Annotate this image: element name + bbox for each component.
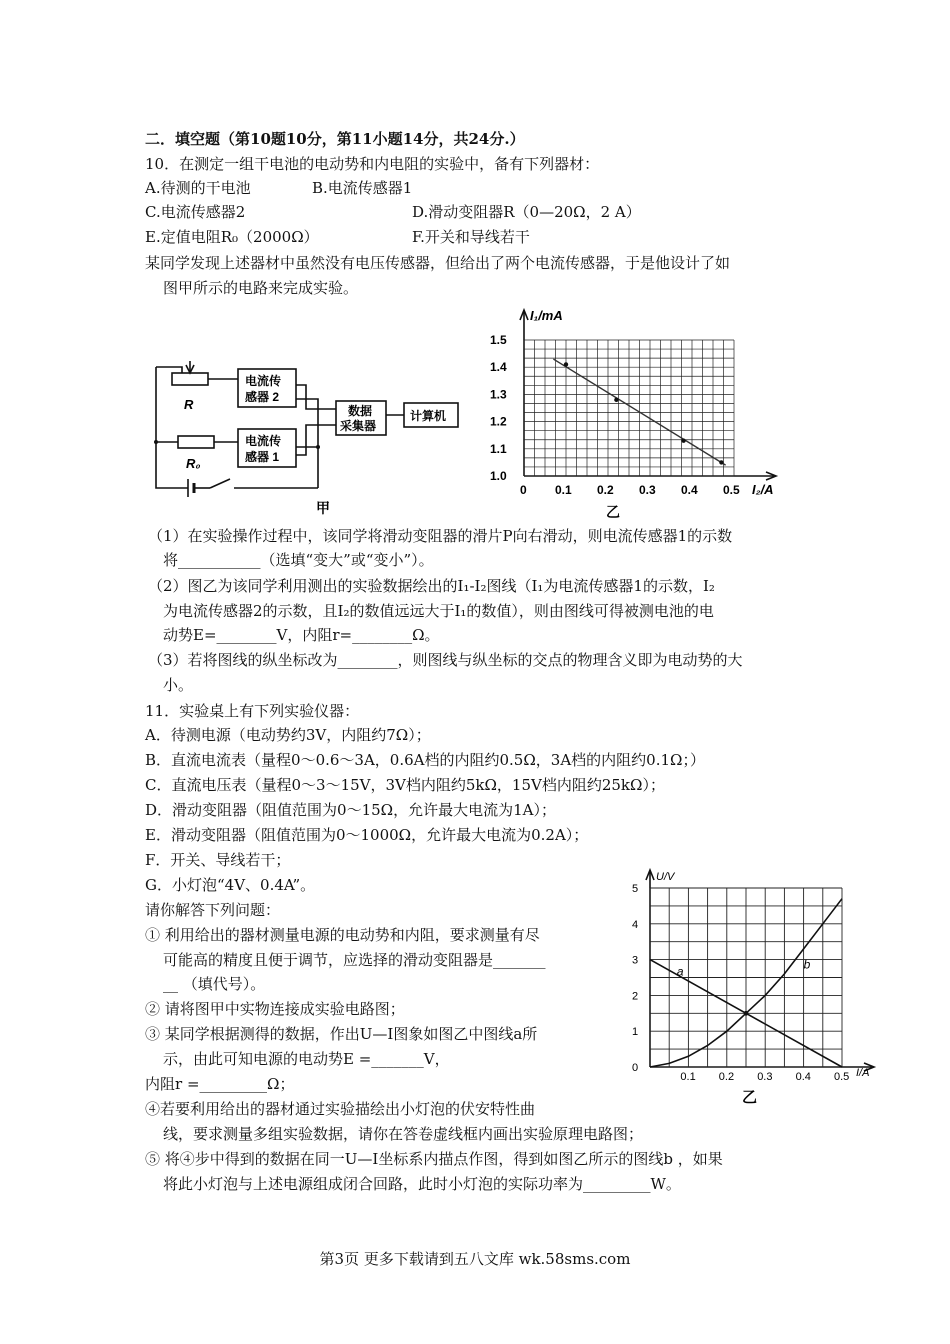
chart1-x-tick-label: 0.2 [597,483,614,497]
chart2-y-tick-label: 1 [632,1026,639,1039]
chart2-y-label: U/V [656,871,675,883]
q10-part3-line1: （3）若将图线的纵坐标改为________，则图线与纵坐标的交点的物理含义即为电动势的大 [148,651,743,669]
chart2-y-tick-label: 2 [632,990,639,1003]
sensor-2-label-line1: 电流传 [245,374,282,388]
chart2-x-label: I/A [856,1067,870,1079]
chart1-data-point [681,438,685,442]
q11-step3-line2: 示，由此可知电源的电动势E =_______V， [163,1050,450,1068]
q11-item-d: D．滑动变阻器（阻值范围为0～15Ω，允许最大电流为1A）； [145,801,556,819]
section-title: 二．填空题（第10题10分，第11小题14分，共24分.） [145,130,525,148]
q10-intro-line2: 图甲所示的电路来完成实验。 [163,279,359,297]
q11-step1-line3: __ （填代号）。 [163,975,266,993]
chart2-y-tick-label: 0 [632,1062,639,1074]
chart2-x-tick-label: 0.5 [834,1071,850,1083]
chart1-x-tick-label: 0.3 [639,483,656,497]
chart2-intersection-point [744,1011,749,1016]
q11-stem: 11．实验桌上有下列实验仪器： [145,702,360,720]
chart1-y-tick-label: 1.1 [490,441,507,456]
q10-part3-line2: 小。 [163,676,194,694]
circuit-diagram-jia [148,355,468,520]
chart1-y-tick-label: 1.0 [490,469,507,483]
rheostat-r [172,373,208,385]
chart2-series-label-b: b [803,957,811,972]
chart2-x-tick-label: 0.2 [718,1071,735,1083]
figure-jia-caption: 甲 [316,500,330,516]
q10-option-c: C.电流传感器2 [145,203,246,221]
q10-part2-line2: 为电流传感器2的示数，且I₂的数值远远大于I₁的数值），则由图线可得被测电池的电 [163,602,714,620]
resistor-r0 [178,436,214,448]
q11-step3-line3: 内阻r =_________Ω； [145,1075,295,1093]
q10-part2-line3: 动势E=________V，内阻r=________Ω。 [163,626,440,644]
q10-part2-line1: （2）图乙为该同学利用测出的实验数据绘出的I₁-I₂图线（I₁为电流传感器1的示数，I₂ [148,577,715,595]
chart1-y-tick-label: 1.3 [490,387,507,402]
q10-option-b: B.电流传感器1 [312,179,413,197]
chart2-y-tick-label: 3 [632,954,639,967]
chart1-x-tick-label: 0 [520,483,527,497]
chart1-x-label: I₂/A [752,482,774,497]
chart1-y-tick-label: 1.5 [490,333,507,347]
q11-item-b: B．直流电流表（量程0～0.6～3A，0.6A档的内阻约0.5Ω，3A档的内阻约0.1Ω；） [145,751,705,769]
chart2-y-tick-label: 5 [632,883,639,895]
q11-step2: ② 请将图甲中实物连接成实验电路图； [145,1000,405,1018]
chart1-data-point [614,398,618,402]
computer-label: 计算机 [410,409,447,423]
q11-item-a: A．待测电源（电动势约3V，内阻约7Ω）； [145,726,431,744]
chart1-y-tick-label: 1.2 [490,414,507,429]
chart1-caption: 乙 [606,504,620,520]
chart1-x-tick-label: 0.1 [555,483,572,497]
q11-step4-line1: ④若要利用给出的器材通过实验描绘出小灯泡的伏安特性曲 [145,1100,536,1118]
chart1-data-point [564,362,568,366]
q11-item-f: F．开关、导线若干； [145,851,291,869]
sensor-2-label-line2: 感器 2 [245,390,280,404]
q11-step4-line2: 线，要求测量多组实验数据，请你在答卷虚线框内画出实验原理电路图； [163,1125,644,1143]
sensor-1-label-line1: 电流传 [245,434,282,448]
chart1-data-point [719,460,723,464]
q10-part1-line2: 将___________（选填“变大”或“变小”）。 [163,551,434,569]
chart2-x-tick-label: 0.4 [795,1071,811,1083]
q11-item-g: G．小灯泡“4V、0.4A”。 [145,876,316,894]
u-i-chart [610,860,890,1108]
chart2-caption: 乙 [742,1089,758,1106]
chart1-x-tick-label: 0.4 [681,483,698,497]
chart1-x-tick-label: 0.5 [723,483,740,497]
collector-label-line2: 采集器 [340,419,377,433]
chart1-y-tick-label: 1.4 [490,360,507,375]
label-r0: R₀ [186,456,201,471]
q10-option-f: F.开关和导线若干 [412,228,530,246]
q11-ask: 请你解答下列问题： [145,901,281,919]
q10-stem: 10．在测定一组干电池的电动势和内电阻的实验中，备有下列器材： [145,155,600,173]
i1-i2-chart [482,300,802,522]
chart2-x-tick-label: 0.3 [757,1071,773,1083]
chart2-x-tick-label: 0.1 [680,1071,696,1083]
q11-step1-line2: 可能高的精度且便于调节，应选择的滑动变阻器是_______ [163,951,546,969]
page-footer: 第3页 更多下载请到五八文库 wk.58sms.com [319,1250,631,1268]
q10-intro-line1: 某同学发现上述器材中虽然没有电压传感器，但给出了两个电流传感器，于是他设计了如 [145,254,731,272]
q11-step3-line1: ③ 某同学根据测得的数据，作出U—I图象如图乙中图线a所 [145,1025,538,1043]
q11-step5-line2: 将此小灯泡与上述电源组成闭合回路，此时小灯泡的实际功率为_________W。 [163,1175,681,1193]
q10-option-d: D.滑动变阻器R（0—20Ω，2 A） [412,203,641,221]
q11-step5-line1: ⑤ 将④步中得到的数据在同一U—I坐标系内描点作图，得到如图乙所示的图线b ，如果 [145,1150,723,1168]
q11-item-e: E．滑动变阻器（阻值范围为0～1000Ω，允许最大电流为0.2A）； [145,826,589,844]
collector-label-line1: 数据 [348,404,373,418]
q10-option-a: A.待测的干电池 [145,179,251,197]
chart1-y-label: I₁/mA [530,308,563,323]
chart2-series-label-a: a [676,964,684,979]
label-r: R [184,397,194,412]
chart2-y-tick-label: 4 [632,918,639,931]
q10-part1-line1: （1）在实验操作过程中，该同学将滑动变阻器的滑片P向右滑动，则电流传感器1的示数 [148,527,733,545]
q11-item-c: C．直流电压表（量程0～3～15V，3V档内阻约5kΩ，15V档内阻约25kΩ）； [145,776,665,794]
q10-option-e: E.定值电阻R₀（2000Ω） [145,228,319,246]
sensor-1-label-line2: 感器 1 [245,450,280,464]
q11-step1-line1: ① 利用给出的器材测量电源的电动势和内阻，要求测量有尽 [145,926,540,944]
